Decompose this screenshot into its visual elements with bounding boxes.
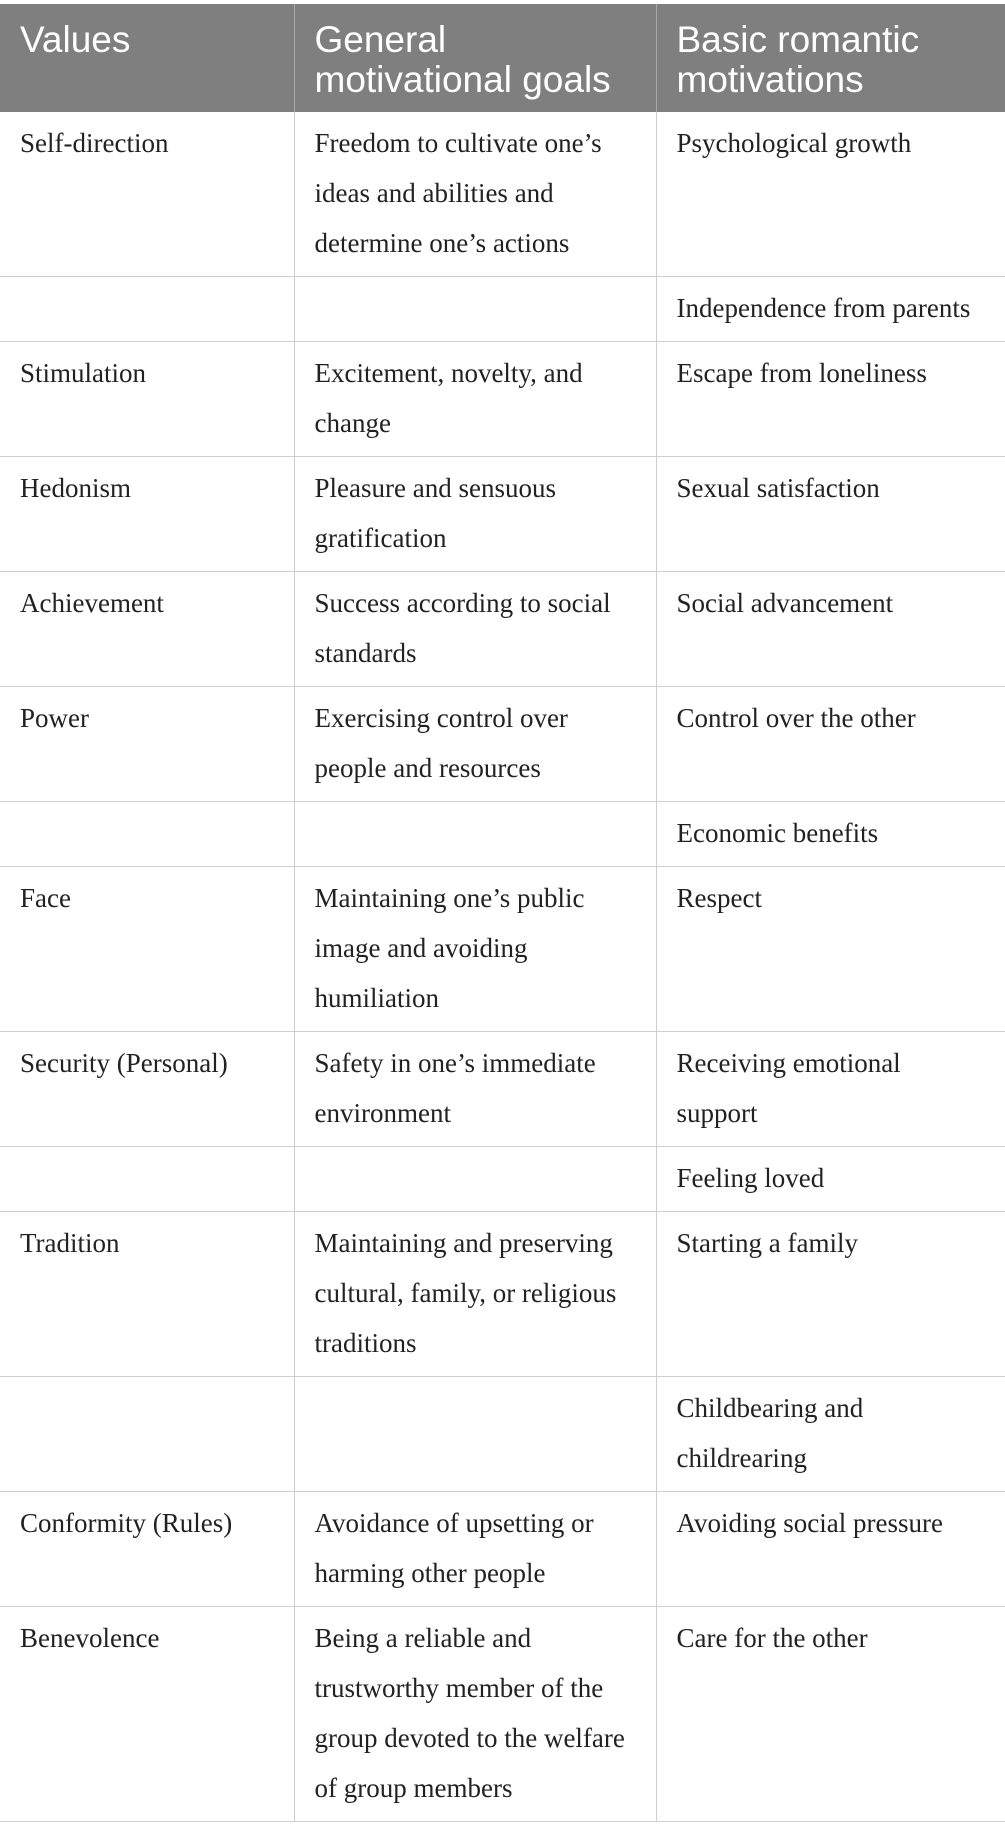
cell-motivation: Escape from loneliness: [656, 342, 1005, 457]
cell-goal: Maintaining one’s public image and avoiding humiliation: [294, 867, 656, 1032]
header-basic-romantic-motivations: Basic romantic motivations: [656, 4, 1005, 112]
cell-motivation: Economic benefits: [656, 802, 1005, 867]
cell-goal: Freedom to cultivate one’s ideas and abilities and determine one’s actions: [294, 112, 656, 277]
cell-value: Stimulation: [0, 342, 294, 457]
cell-value: Conformity (Rules): [0, 1492, 294, 1607]
cell-goal: Exercising control over people and resources: [294, 687, 656, 802]
cell-motivation: Independence from parents: [656, 277, 1005, 342]
values-table: [0, 4, 1005, 1822]
table-row: [0, 277, 1005, 342]
cell-motivation: Starting a family: [656, 1212, 1005, 1377]
cell-value: Face: [0, 867, 294, 1032]
header-general-motivational-goals: General motivational goals: [294, 4, 656, 112]
cell-goal: [294, 1377, 656, 1492]
cell-motivation: Social advancement: [656, 572, 1005, 687]
cell-value: Hedonism: [0, 457, 294, 572]
cell-goal: Maintaining and preserving cultural, family, or religious traditions: [294, 1212, 656, 1377]
cell-value: [0, 1147, 294, 1212]
cell-value: [0, 1377, 294, 1492]
cell-goal: Avoidance of upsetting or harming other people: [294, 1492, 656, 1607]
cell-value: Self-direction: [0, 112, 294, 277]
table-row: [0, 457, 1005, 572]
table-row: [0, 1492, 1005, 1607]
table-row: [0, 802, 1005, 867]
cell-goal: Being a reliable and trustworthy member of the group devoted to the welfare of group members: [294, 1607, 656, 1822]
cell-motivation: Care for the other: [656, 1607, 1005, 1822]
header-row: [0, 4, 1005, 112]
table-row: [0, 1147, 1005, 1212]
table-row: [0, 1377, 1005, 1492]
table-row: [0, 342, 1005, 457]
cell-value: Benevolence: [0, 1607, 294, 1822]
cell-value: Power: [0, 687, 294, 802]
header-values: Values: [0, 4, 294, 112]
cell-value: Achievement: [0, 572, 294, 687]
cell-motivation: Sexual satisfaction: [656, 457, 1005, 572]
cell-goal: [294, 1147, 656, 1212]
cell-goal: [294, 277, 656, 342]
cell-value: [0, 277, 294, 342]
cell-goal: Safety in one’s immediate environment: [294, 1032, 656, 1147]
cell-value: Tradition: [0, 1212, 294, 1377]
table-row: [0, 572, 1005, 687]
cell-motivation: Respect: [656, 867, 1005, 1032]
table-body: [0, 112, 1005, 1822]
table-row: [0, 112, 1005, 277]
cell-goal: [294, 802, 656, 867]
table-row: [0, 1212, 1005, 1377]
cell-value: [0, 802, 294, 867]
cell-motivation: Psychological growth: [656, 112, 1005, 277]
cell-motivation: Avoiding social pressure: [656, 1492, 1005, 1607]
cell-motivation: Receiving emotional support: [656, 1032, 1005, 1147]
table-row: [0, 687, 1005, 802]
table-row: [0, 1032, 1005, 1147]
cell-goal: Pleasure and sensuous gratification: [294, 457, 656, 572]
cell-motivation: Feeling loved: [656, 1147, 1005, 1212]
cell-motivation: Childbearing and childrearing: [656, 1377, 1005, 1492]
cell-value: Security (Personal): [0, 1032, 294, 1147]
table-row: [0, 1607, 1005, 1822]
cell-motivation: Control over the other: [656, 687, 1005, 802]
cell-goal: Excitement, novelty, and change: [294, 342, 656, 457]
table-row: [0, 867, 1005, 1032]
table-header: [0, 4, 1005, 112]
cell-goal: Success according to social standards: [294, 572, 656, 687]
